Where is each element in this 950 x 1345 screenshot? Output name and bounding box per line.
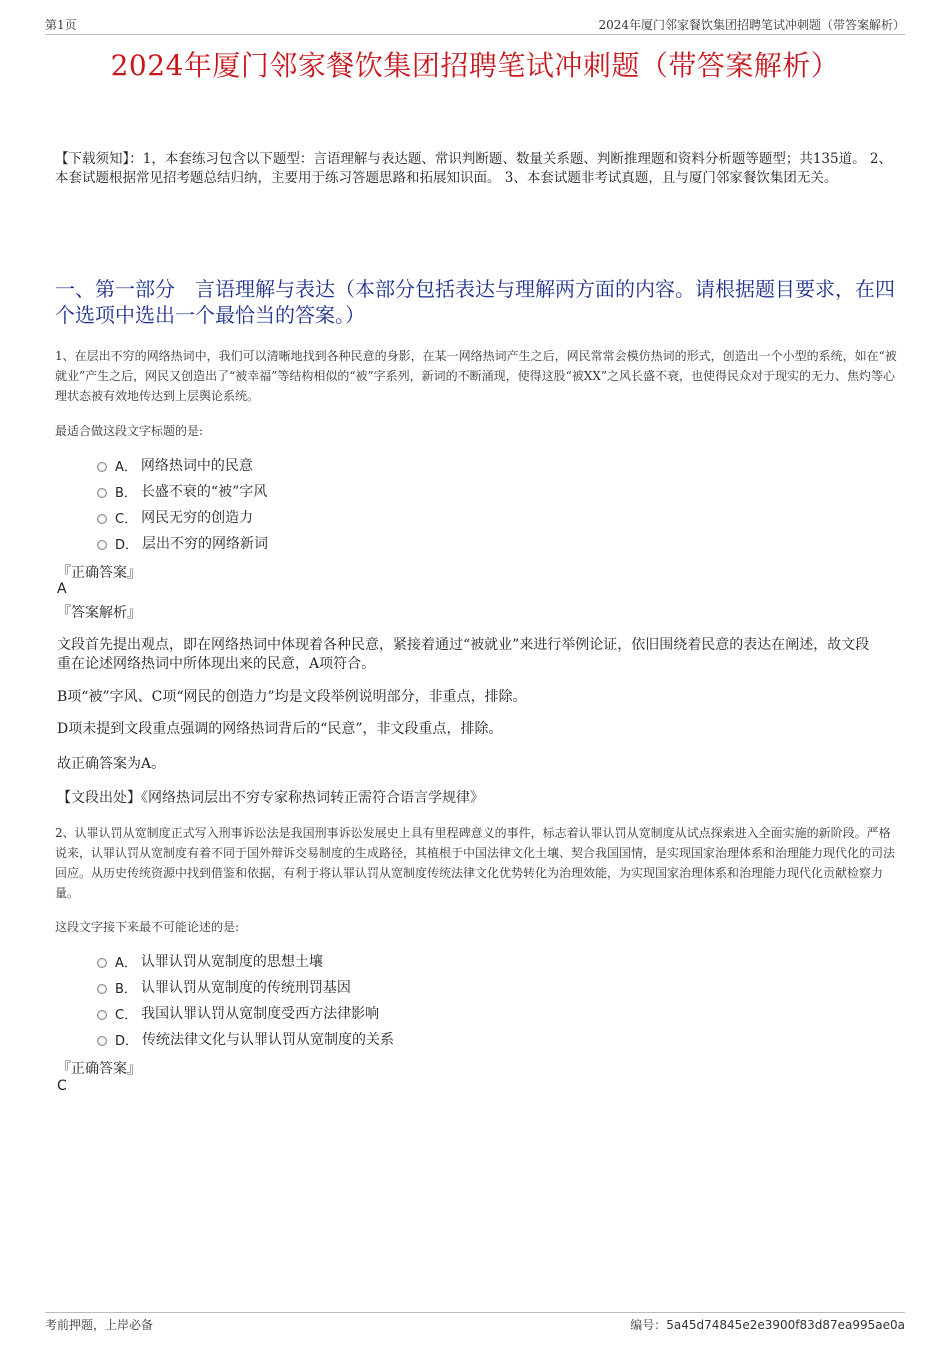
page-header bbox=[45, 16, 905, 35]
question-1-options bbox=[97, 452, 268, 556]
header-doc-title: 2024年厦门邻家餐饮集团招聘笔试冲刺题（带答案解析） bbox=[598, 18, 905, 32]
option-letter: B． bbox=[115, 485, 137, 501]
question-2-text: 2、认罪认罚从宽制度正式写入刑事诉讼法是我国刑事诉讼发展史上具有里程碑意义的事件，标志着认罪认罚从宽制度从试点探索进入全面实施的新阶段。严格说来，认罪认罚从宽制度有着不同于国外辩诉交易制度的生成路径，其植根于中国法律文化土壤、契合我国国情，是实现国家治理体系和治理能力现代化的司法回应。从历史传统资源中找到借鉴和依据，有利于将认罪认罚从宽制度传统法律文化优势转化为治理效能，为实现国家治理体系和治理能力现代化贡献检察力量。 bbox=[55, 826, 896, 900]
option-letter: A． bbox=[115, 459, 137, 475]
question-1-answer: A bbox=[57, 581, 67, 597]
option-letter: A． bbox=[115, 955, 137, 971]
radio-icon[interactable] bbox=[97, 984, 107, 994]
question-2-answer: C bbox=[57, 1078, 67, 1094]
option-letter: D． bbox=[115, 537, 139, 553]
option-text: 认罪认罚从宽制度的传统刑罚基因 bbox=[140, 980, 351, 996]
question-1-prompt: 最适合做这段文字标题的是: bbox=[55, 424, 204, 438]
question-1-text: 1、在层出不穷的网络热词中，我们可以清晰地找到各种民意的身影，在某一网络热词产生之后，网民常常会模仿热词的形式，创造出一个小型的系统，如在“被就业”产生之后，网民又创造出了“被幸福”等结构相似的“被”字系列，新词的不断涌现，使得这股“被XX”之风长盛不衰，也使得民众对于现实的无力、焦灼等心理状态被有效地传达到上层舆论系统。 bbox=[55, 349, 897, 403]
footer-code bbox=[630, 1316, 905, 1333]
correct-answer-label: 『正确答案』 bbox=[57, 1061, 141, 1077]
footer-code-value: 5a45d74845e2e3900f83d87ea995ae0a bbox=[666, 1318, 905, 1332]
question-1-option-c[interactable] bbox=[97, 504, 268, 530]
option-text: 长盛不衰的“被”字风 bbox=[140, 484, 268, 500]
question-2-prompt: 这段文字接下来最不可能论述的是: bbox=[55, 920, 240, 934]
question-2-options bbox=[97, 948, 394, 1052]
radio-icon[interactable] bbox=[97, 514, 107, 524]
option-text: 层出不穷的网络新词 bbox=[142, 536, 269, 552]
option-text: 网络热词中的民意 bbox=[140, 458, 253, 474]
option-text: 认罪认罚从宽制度的思想土壤 bbox=[140, 954, 323, 970]
option-letter: C． bbox=[115, 1007, 138, 1023]
correct-answer-label: 『正确答案』 bbox=[57, 565, 141, 581]
question-1-option-a[interactable] bbox=[97, 452, 268, 478]
question-1-option-d[interactable] bbox=[97, 530, 268, 556]
section-title: 一、第一部分 言语理解与表达（本部分包括表达与理解两方面的内容。请根据题目要求，在四个选项中选出一个最恰当的答案。） bbox=[55, 277, 895, 327]
radio-icon[interactable] bbox=[97, 488, 107, 498]
question-2-option-d[interactable] bbox=[97, 1026, 394, 1052]
option-text: 我国认罪认罚从宽制度受西方法律影响 bbox=[141, 1006, 380, 1022]
option-text: 传统法律文化与认罪认罚从宽制度的关系 bbox=[142, 1032, 395, 1048]
question-1-analysis-4: 故正确答案为A。 bbox=[57, 756, 166, 772]
option-letter: B． bbox=[115, 981, 137, 997]
page-footer bbox=[45, 1312, 905, 1332]
question-1-analysis-3: D项未提到文段重点强调的网络热词背后的“民意”，非文段重点，排除。 bbox=[57, 721, 503, 737]
question-2-option-c[interactable] bbox=[97, 1000, 394, 1026]
document-title: 2024年厦门邻家餐饮集团招聘笔试冲刺题（带答案解析） bbox=[110, 49, 840, 82]
footer-code-label: 编号： bbox=[630, 1318, 667, 1332]
option-letter: C． bbox=[115, 511, 138, 527]
radio-icon[interactable] bbox=[97, 1036, 107, 1046]
radio-icon[interactable] bbox=[97, 540, 107, 550]
question-1-analysis-2: B项“被”字风、C项“网民的创造力”均是文段举例说明部分，非重点，排除。 bbox=[57, 689, 527, 705]
radio-icon[interactable] bbox=[97, 1010, 107, 1020]
question-2-option-b[interactable] bbox=[97, 974, 394, 1000]
radio-icon[interactable] bbox=[97, 958, 107, 968]
option-letter: D． bbox=[115, 1033, 139, 1049]
page-number: 第1页 bbox=[45, 18, 77, 32]
question-1-analysis-1: 文段首先提出观点，即在网络热词中体现着各种民意，紧接着通过“被就业”来进行举例论证，依旧围绕着民意的表达在阐述，故文段重在论述网络热词中所体现出来的民意，A项符合。 bbox=[57, 637, 870, 672]
option-text: 网民无穷的创造力 bbox=[141, 510, 254, 526]
analysis-label: 『答案解析』 bbox=[57, 605, 141, 621]
footer-slogan: 考前押题，上岸必备 bbox=[45, 1318, 154, 1332]
radio-icon[interactable] bbox=[97, 462, 107, 472]
question-1-option-b[interactable] bbox=[97, 478, 268, 504]
question-2-option-a[interactable] bbox=[97, 948, 394, 974]
download-notice: 【下载须知】：1，本套练习包含以下题型：言语理解与表达题、常识判断题、数量关系题、判断推理题和资料分析题等题型；共135道。 2、本套试题根据常见招考题总结归纳，主要用于练习答题思路和拓展知识面。 3、本套试题非考试真题，且与厦门邻家餐饮集团无关。 bbox=[55, 151, 892, 186]
question-1-source: 【文段出处】《网络热词层出不穷专家称热词转正需符合语言学规律》 bbox=[57, 790, 484, 806]
